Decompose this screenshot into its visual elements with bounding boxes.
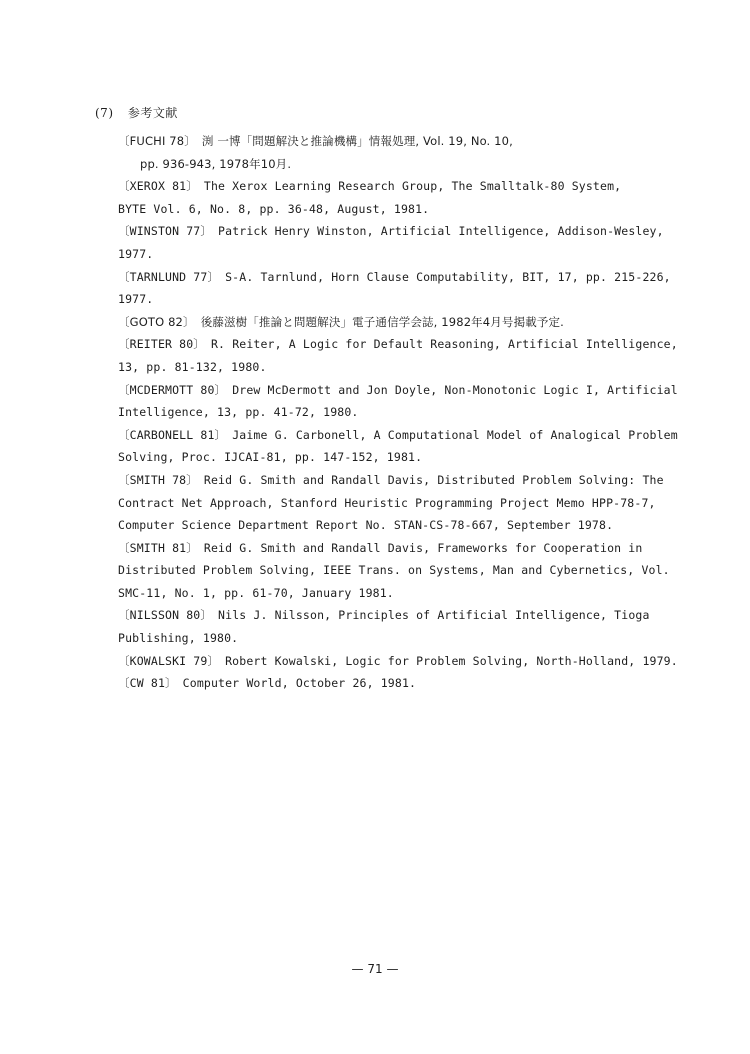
section-number: (7) — [95, 106, 114, 120]
reference-line — [118, 333, 722, 356]
reference-text: R. Reiter, A Logic for Default Reasoning, Artificial Intelligence, — [210, 337, 678, 352]
reference-key: 〔CARBONELL 81〕 — [118, 427, 227, 442]
reference-line — [118, 153, 722, 176]
reference-key: 〔KOWALSKI 79〕 — [118, 653, 220, 668]
reference-text: 渕 一博「問題解決と推論機構」情報処理, Vol. 19, No. 10, — [201, 134, 513, 148]
reference-key: 〔SMITH 78〕 — [118, 472, 198, 487]
reference-text: Nils J. Nilsson, Principles of Artificial Intelligence, Tioga — [218, 608, 650, 623]
reference-text: Computer Science Department Report No. STAN-CS-78-667, September 1978. — [118, 518, 614, 533]
reference-text: Publishing, 1980. — [118, 631, 239, 646]
reference-text: pp. 936-943, 1978年10月. — [140, 156, 292, 171]
reference-text: 13, pp. 81-132, 1980. — [118, 359, 267, 374]
reference-line — [118, 379, 722, 402]
reference-line — [118, 514, 722, 537]
reference-text: SMC-11, No. 1, pp. 61-70, January 1981. — [118, 585, 394, 600]
reference-line — [118, 492, 722, 515]
reference-text: Contract Net Approach, Stanford Heuristic Programming Project Memo HPP-78-7, — [118, 495, 656, 510]
reference-key: 〔XEROX 81〕 — [118, 179, 198, 194]
reference-text: Distributed Problem Solving, IEEE Trans. on Systems, Man and Cybernetics, Vol. — [118, 563, 670, 578]
reference-line — [118, 243, 722, 266]
reference-line — [118, 220, 722, 243]
reference-key: 〔NILSSON 80〕 — [118, 608, 213, 623]
reference-text: The Xerox Learning Research Group, The Smalltalk-80 System, — [203, 179, 622, 194]
reference-key: 〔CW 81〕 — [118, 676, 177, 691]
reference-line — [118, 424, 722, 447]
reference-text: 1977. — [118, 292, 154, 307]
reference-line — [118, 537, 722, 560]
reference-line — [118, 559, 722, 582]
reference-key: 〔MCDERMOTT 80〕 — [118, 382, 227, 397]
reference-line — [118, 604, 722, 627]
reference-key: 〔FUCHI 78〕 — [118, 134, 196, 148]
reference-text: 後藤滋樹「推論と問題解決」電子通信学会誌, 1982年4月号掲載予定. — [200, 314, 564, 329]
reference-key: 〔REITER 80〕 — [118, 337, 205, 352]
reference-text: Drew McDermott and Jon Doyle, Non-Monotonic Logic I, Artificial — [232, 382, 678, 397]
reference-text: Jaime G. Carbonell, A Computational Model of Analogical Problem — [232, 427, 678, 442]
reference-text: Patrick Henry Winston, Artificial Intelligence, Addison-Wesley, — [218, 224, 664, 239]
reference-text: Reid G. Smith and Randall Davis, Frameworks for Cooperation in — [203, 540, 643, 555]
reference-text: Intelligence, 13, pp. 41-72, 1980. — [118, 405, 359, 420]
reference-line — [118, 175, 722, 198]
section-title: 参考文献 — [127, 106, 178, 120]
page-number: — 71 — — [351, 962, 399, 976]
reference-text: 1977. — [118, 246, 154, 261]
reference-line — [118, 198, 722, 221]
section-heading — [95, 104, 178, 121]
reference-line — [118, 582, 722, 605]
reference-list — [118, 130, 722, 695]
reference-line — [118, 356, 722, 379]
reference-line — [118, 469, 722, 492]
reference-key: 〔TARNLUND 77〕 — [118, 269, 220, 284]
reference-text: Solving, Proc. IJCAI-81, pp. 147-152, 1981. — [118, 450, 423, 465]
reference-line — [118, 311, 722, 334]
reference-key: 〔GOTO 82〕 — [118, 314, 195, 329]
reference-line — [118, 130, 722, 153]
reference-line — [118, 266, 722, 289]
reference-line — [118, 672, 722, 695]
reference-key: 〔WINSTON 77〕 — [118, 224, 213, 239]
reference-line — [118, 627, 722, 650]
reference-line — [118, 446, 722, 469]
reference-line — [118, 650, 722, 673]
reference-text: BYTE Vol. 6, No. 8, pp. 36-48, August, 1981. — [118, 201, 430, 216]
reference-text: Robert Kowalski, Logic for Problem Solving, North-Holland, 1979. — [225, 653, 678, 668]
reference-text: Reid G. Smith and Randall Davis, Distributed Problem Solving: The — [203, 472, 664, 487]
reference-text: Computer World, October 26, 1981. — [182, 676, 417, 691]
reference-key: 〔SMITH 81〕 — [118, 540, 198, 555]
reference-line — [118, 401, 722, 424]
reference-text: S-A. Tarnlund, Horn Clause Computability, BIT, 17, pp. 215-226, — [225, 269, 671, 284]
reference-line — [118, 288, 722, 311]
